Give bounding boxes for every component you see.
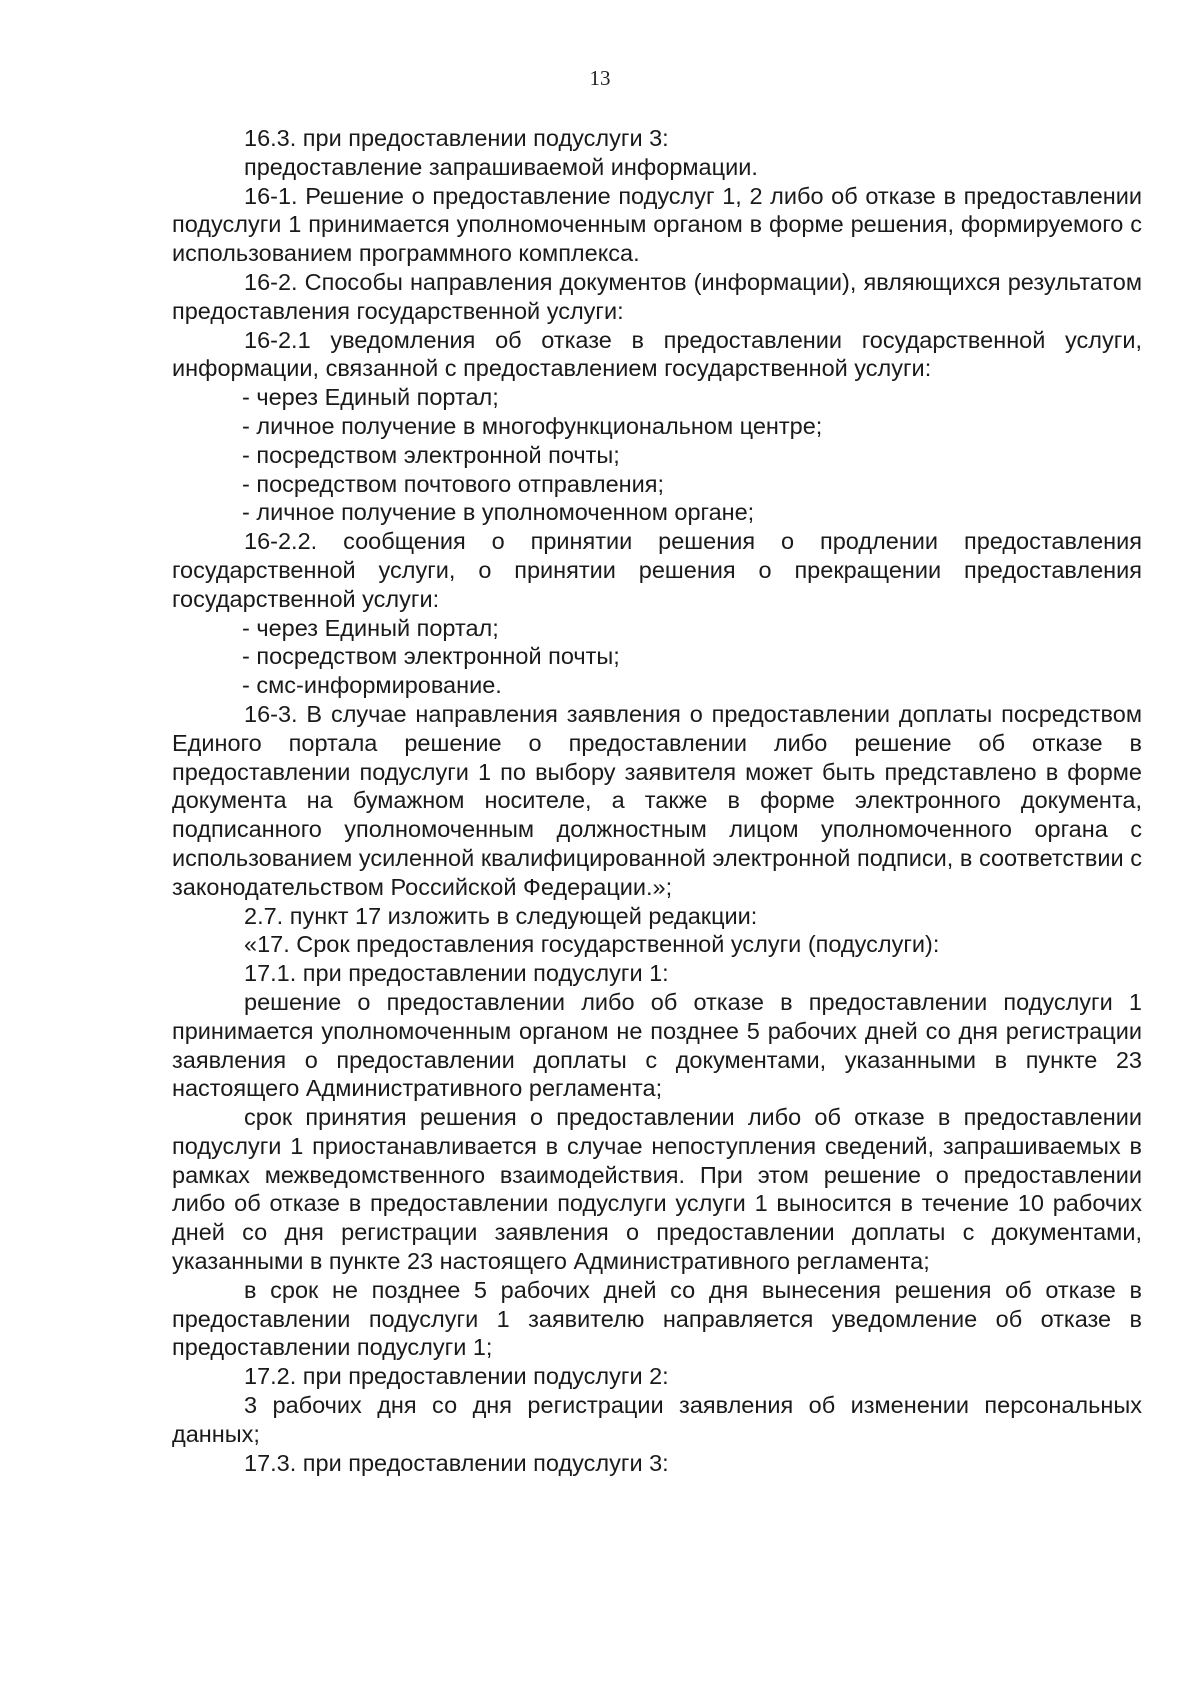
paragraph: 16-2.1 уведомления об отказе в предоставлении государственной услуги, информации, связанной с предоставлением государственной услуги:	[172, 326, 1142, 382]
list-item: - посредством электронной почты;	[242, 643, 620, 670]
paragraph: 16-3. В случае направления заявления о предоставлении доплаты посредством Единого портала решение о предоставлении либо решение об отказе в предоставлении подуслуги 1 по выбору заявителя может быть представлено в форме документа на бумажном носителе, а также в форме электронного документа, подписанного уполномоченным должностным лицом уполномоченного органа с использованием усиленной квалифицированной электронной подписи, в соответствии с законодательством Российской Федерации.»;	[172, 700, 1142, 900]
paragraph: срок принятия решения о предоставлении либо об отказе в предоставлении подуслуги 1 приостанавливается в случае непоступления сведений, запрашиваемых в рамках межведомственного взаимодействия. При этом решение о предоставлении либо об отказе в предоставлении подуслуги услуги 1 выносится в течение 10 рабочих дней со дня регистрации заявления о предоставлении доплаты с документами, указанными в пункте 23 настоящего Административного регламента;	[172, 1104, 1142, 1275]
paragraph: в срок не позднее 5 рабочих дней со дня вынесения решения об отказе в предоставлении подуслуги 1 заявителю направляется уведомление об отказе в предоставлении подуслуги 1;	[172, 1276, 1142, 1361]
paragraph: 16-1. Решение о предоставление подуслуг 1, 2 либо об отказе в предоставлении подуслуги 1 принимается уполномоченным органом в форме решения, формируемого с использованием программного комплекса.	[172, 182, 1142, 267]
paragraph: 16-2. Способы направления документов (информации), являющихся результатом предоставления государственной услуги:	[172, 268, 1142, 324]
paragraph: 16.3. при предоставлении подуслуги 3:	[244, 125, 669, 151]
paragraph: 17.3. при предоставлении подуслуги 3:	[244, 1449, 669, 1476]
list-item: - смс-информирование.	[242, 672, 502, 699]
page-number: 13	[589, 66, 611, 90]
list-item: - посредством почтового отправления;	[242, 470, 665, 497]
paragraph: 16-2.2. сообщения о принятии решения о продлении предоставления государственной услуги, о принятии решения о прекращении предоставления государственной услуги:	[172, 528, 1142, 612]
paragraph: решение о предоставлении либо об отказе в предоставлении подуслуги 1 принимается уполномоченным органом не позднее 5 рабочих дней со дня регистрации заявления о предоставлении доплаты с документами, указанными в пункте 23 настоящего Административного регламента;	[172, 988, 1142, 1102]
paragraph: 17.1. при предоставлении подуслуги 1:	[244, 960, 669, 987]
list-item: - личное получение в уполномоченном органе;	[242, 499, 755, 526]
list-item: - через Единый портал;	[242, 614, 499, 641]
list-item: - личное получение в многофункциональном центре;	[242, 412, 823, 439]
paragraph: «17. Срок предоставления государственной услуги (подуслуги):	[244, 931, 940, 958]
list-item: - через Единый портал;	[242, 384, 499, 411]
paragraph: 17.2. при предоставлении подуслуги 2:	[244, 1363, 669, 1390]
document-body	[172, 124, 1142, 1477]
list-item: - посредством электронной почты;	[242, 441, 620, 468]
paragraph: 3 рабочих дня со дня регистрации заявления об изменении персональных данных;	[172, 1392, 1142, 1447]
paragraph: 2.7. пункт 17 изложить в следующей редакции:	[244, 902, 758, 929]
paragraph: предоставление запрашиваемой информации.	[244, 153, 758, 180]
